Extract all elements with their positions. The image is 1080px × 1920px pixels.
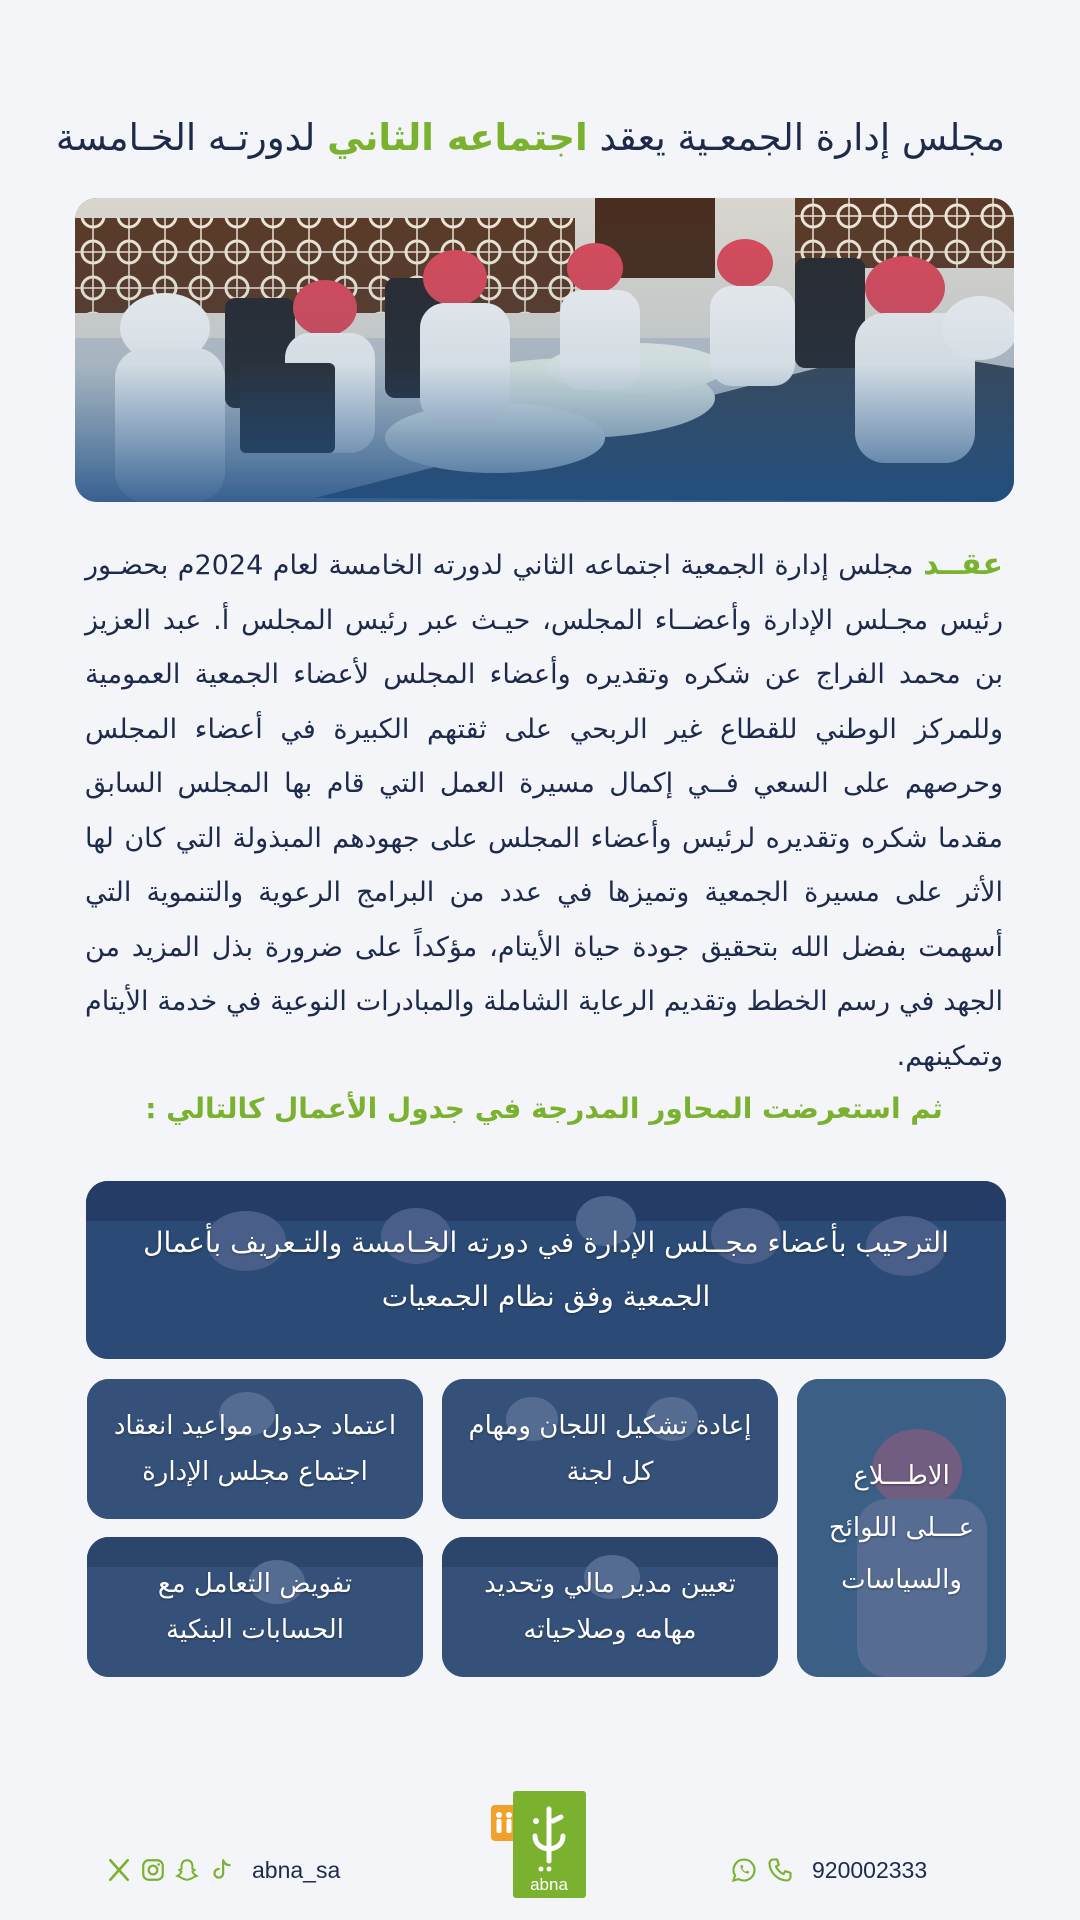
body-paragraph-text: مجلس إدارة الجمعية اجتماعه الثاني لدورته الخامسة لعام 2024م بحضـور رئيس مجـلس الإدارة وأعضــاء المجلس، حيـث عبر رئيس المجلس أ. عبد العزيز بن محمد الفراج عن شكره وتقديره وأعضاء المجلس لأعضاء الجمعية العمومية وللمركز الوطني للقطاع غير الربحي على ثقتهم الكبيرة في أعضاء المجلس وحرصهم على السعي فــي إكمال مسيرة العمل التي قام بها المجلس السابق مقدما شكره وتقديره لرئيس وأعضاء المجلس على جهودهم المبذولة التي كان لها الأثر على مسيرة الجمعية وتميزها في عدد من البرامج الرعوية والتنموية التي أسهمت بفضل الله بتحقيق جودة حياة الأيتام، مؤكداً على ضرورة بذل المزيد من الجهد في رسم الخطط وتقديم الرعاية الشاملة والمبادرات النوعية في خدمة الأيتام وتمكينهم. — [85, 550, 1003, 1072]
agenda-subheading: ثم استعرضت المحاور المدرجة في جدول الأعمال كالتالي : — [145, 1092, 943, 1125]
tiktok-icon[interactable] — [208, 1857, 234, 1883]
phone-number[interactable]: 920002333 — [812, 1856, 928, 1883]
phone-icon[interactable] — [766, 1856, 794, 1884]
agenda-card-schedule — [87, 1379, 423, 1519]
agenda-item-3-text: إعادة تشكيل اللجان ومهام كل لجنة — [468, 1411, 752, 1487]
agenda-item-6-text: تفويض التعامل مع الحسابات البنكية — [157, 1569, 353, 1645]
agenda-card-committees — [442, 1379, 778, 1519]
x-icon[interactable] — [106, 1857, 132, 1883]
contact-info — [730, 1850, 950, 1890]
agenda-item-1-text: الترحيب بأعضاء مجــلس الإدارة في دورته الخـامسة والتـعريف بأعمال الجمعية وفق نظام الجمعيات — [143, 1226, 949, 1313]
agenda-item-5-text: تعيين مدير مالي وتحديد مهامه وصلاحياته — [484, 1569, 736, 1645]
meeting-photo-illustration — [75, 198, 1014, 502]
abna-logo — [491, 1791, 586, 1898]
social-handle[interactable]: abna_sa — [252, 1856, 341, 1883]
title-part-2: لدورتـه الخـامسة — [55, 116, 316, 159]
agenda-item-2-text: الاطـــلاع عـــلى اللوائح والسياسات — [828, 1461, 975, 1595]
logo-wordmark: abna — [530, 1875, 568, 1894]
hero-meeting-photo — [75, 198, 1014, 502]
body-lead-word: عقــد — [923, 547, 1003, 582]
agenda-card-policies — [797, 1379, 1006, 1677]
agenda-card-finance-manager — [442, 1537, 778, 1677]
agenda-card-welcome — [86, 1181, 1006, 1359]
snapchat-icon[interactable] — [174, 1857, 200, 1883]
social-links — [106, 1850, 366, 1890]
body-paragraph — [85, 538, 1003, 1073]
instagram-icon[interactable] — [140, 1857, 166, 1883]
page-title — [55, 108, 1005, 168]
title-highlight: اجتماعه الثاني — [327, 116, 588, 159]
title-part-1: مجلس إدارة الجمعـية يعقد — [599, 116, 1005, 159]
whatsapp-icon[interactable] — [730, 1856, 758, 1884]
agenda-item-4-text: اعتماد جدول مواعيد انعقاد اجتماع مجلس الإدارة — [113, 1411, 397, 1487]
agenda-card-bank-accounts — [87, 1537, 423, 1677]
